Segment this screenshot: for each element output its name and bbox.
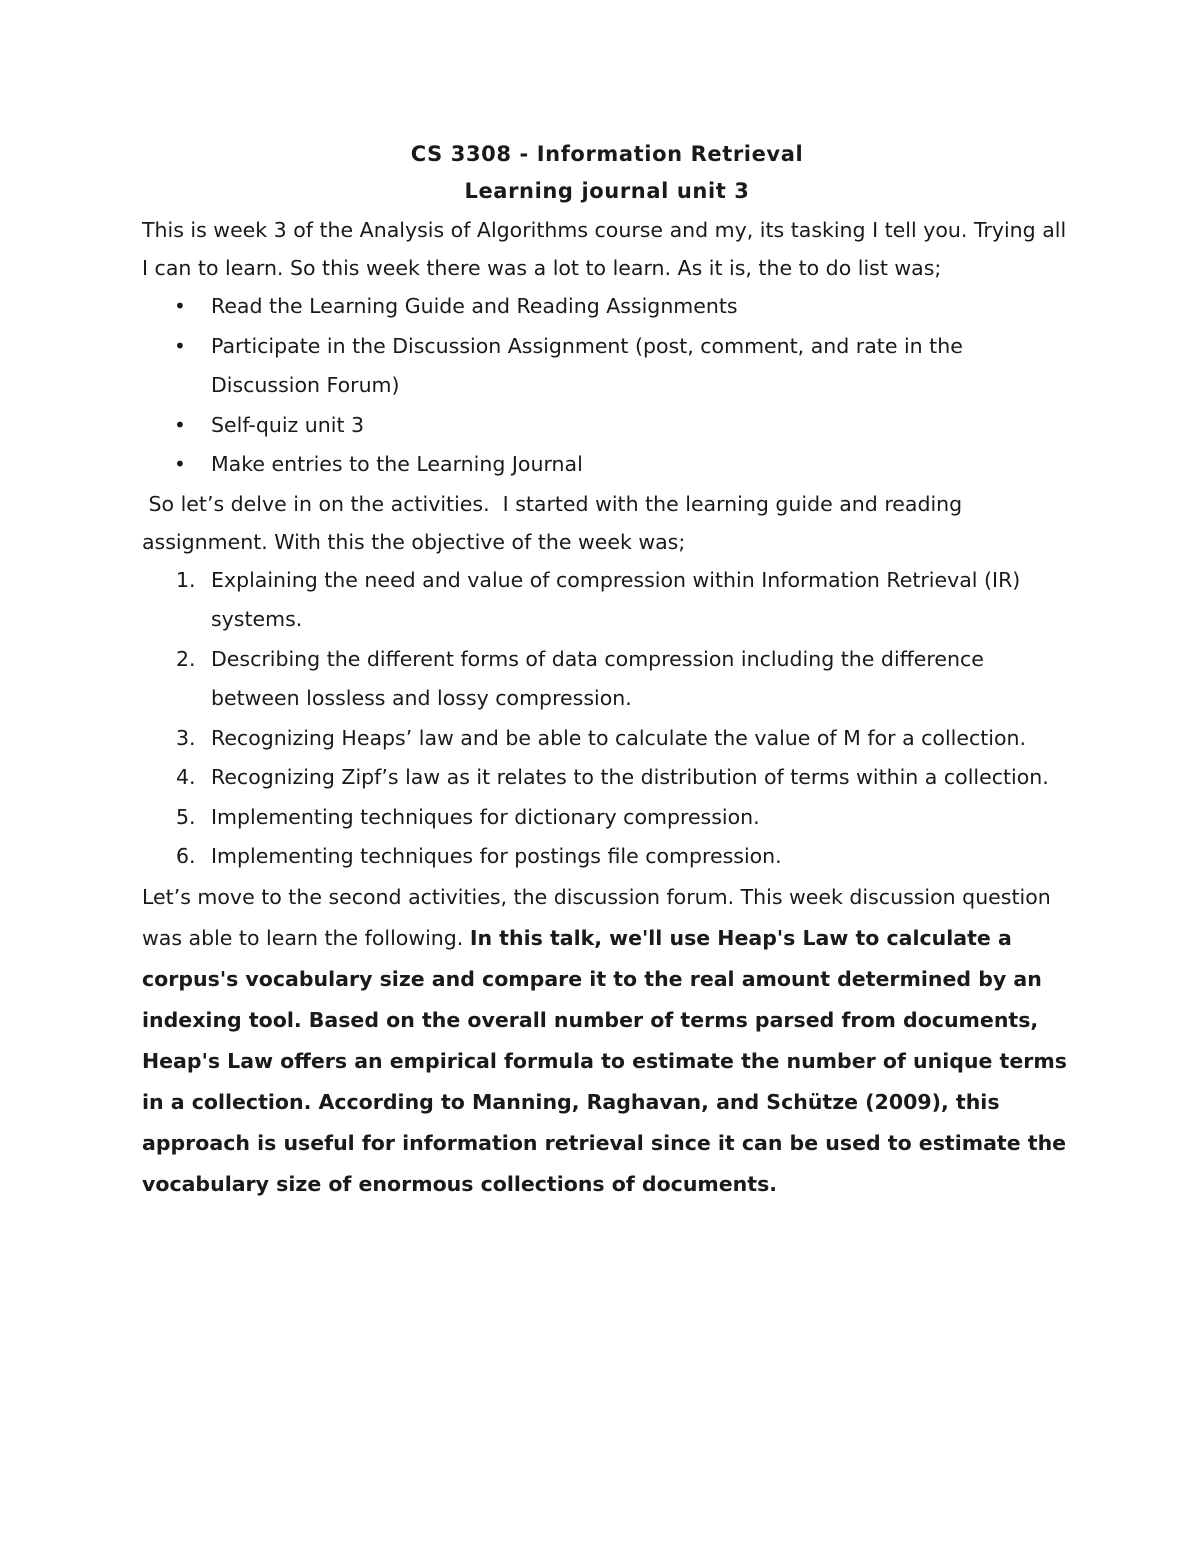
todo-list [142,287,1072,485]
list-item [142,406,1072,446]
list-number: 2. [176,646,196,671]
bullet-icon: • [174,333,186,358]
list-item-text: Implementing techniques for postings file compression. [211,844,782,868]
list-item [142,837,1072,877]
list-number: 6. [176,844,196,868]
objectives-list [142,561,1072,877]
discussion-plain-text: Let’s move to the second activities, the discussion forum. This week discussion question was able to learn the following. [142,884,1051,950]
intro-paragraph: This is week 3 of the Analysis of Algorithms course and my, its tasking I tell you. Trying all I can to learn. So this week there was a lot to learn. As it is, the to do list was; [142,218,1067,280]
list-item-text: Recognizing Heaps’ law and be able to calculate the value of M for a collection. [211,725,1027,750]
list-item [142,719,1072,759]
bullet-icon: • [174,452,186,476]
list-number: 4. [176,765,196,789]
document-subtitle: Learning journal unit 3 [464,179,750,203]
list-item-text: Participate in the Discussion Assignment (post, comment, and rate in the Discussion Forum) [211,333,963,397]
document-page [142,136,1072,1205]
list-item-text: Explaining the need and value of compression within Information Retrieval (IR) systems. [211,567,1021,631]
list-item [142,561,1072,640]
list-item-text: Implementing techniques for dictionary compression. [211,804,760,829]
bullet-icon: • [174,412,186,437]
document-title: CS 3308 - Information Retrieval [410,142,804,166]
list-item [142,798,1072,838]
list-item [142,640,1072,719]
list-item [142,327,1072,406]
discussion-paragraph [142,877,1072,1205]
discussion-bold-text: In this talk, we'll use Heap's Law to calculate a corpus's vocabulary size and compare it to the real amount determined by an indexing tool. Based on the overall number of terms parsed from documents, Heap's Law offers an empirical formula to estimate the number of unique terms in a collection. According to Manning, Raghavan, and Schütze (2009), this approach is useful for information retrieval since it can be used to estimate the vocabulary size of enormous collections of documents. [142,925,1067,1196]
list-item [142,758,1072,798]
bullet-icon: • [174,294,186,318]
activities-paragraph: So let’s delve in on the activities. I started with the learning guide and reading assignment. With this the objective of the week was; [142,491,969,554]
list-item [142,445,1072,485]
list-item-text: Make entries to the Learning Journal [211,452,583,476]
list-item-text: Describing the different forms of data compression including the difference between lossless and lossy compression. [211,646,984,710]
list-item-text: Self-quiz unit 3 [211,412,365,437]
list-item-text: Recognizing Zipf’s law as it relates to the distribution of terms within a collection. [211,765,1049,789]
list-item-text: Read the Learning Guide and Reading Assignments [211,294,738,318]
list-number: 1. [176,567,196,592]
list-number: 5. [176,804,196,829]
list-number: 3. [176,725,196,750]
list-item [142,287,1072,327]
